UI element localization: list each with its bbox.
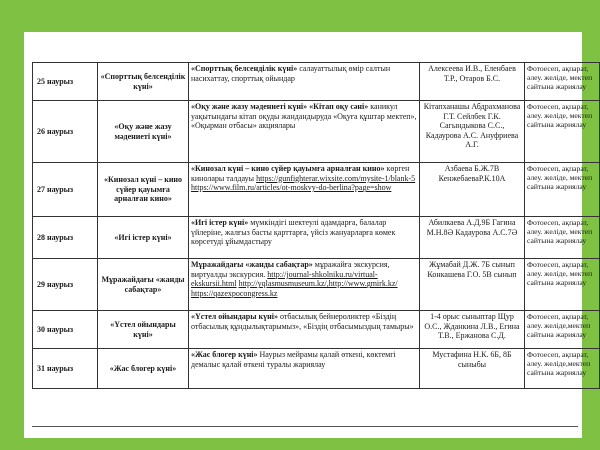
description-cell — [189, 63, 420, 101]
green-frame-bottom — [0, 438, 600, 450]
table-row — [33, 311, 600, 349]
description-title: «Кинозал күні – кино сүйер қауымға арналған кино» — [191, 164, 385, 173]
description-text: көрген кинолары талдауы — [191, 164, 410, 183]
table-row — [33, 163, 600, 217]
table-row — [33, 101, 600, 163]
report-form-cell: Фотоесеп, ақпарат, әлеу. желіде,мектеп сайтына жариялау — [525, 311, 600, 349]
report-form-cell: Фотоесеп, ақпарат, әлеу. желіде, мектеп сайтына жариялау — [525, 101, 600, 163]
description-title: «Оқу және жазу мәдениеті күні» «Кітап оқу сәні» — [191, 102, 369, 111]
date-cell: 28 наурыз — [33, 217, 98, 259]
description-title: «Игі істер күні» — [191, 218, 249, 227]
description-cell — [189, 311, 420, 349]
date-cell: 31 наурыз — [33, 349, 98, 389]
green-frame-top — [0, 0, 600, 32]
description-text: мұражайға экскурсия, виртуалды экскурсия. — [191, 260, 390, 279]
responsible-cell: Кітапханашы Абдрахманова Г.Т. Сейлбек Г.К. Сагындыкова С.С., Кадаурова А.С. Ануфриева А.Г. — [420, 101, 525, 163]
description-text: Наурыз мейрамы қалай өткені, көктемгі демалыс қалай өткені туралы жариялау — [191, 350, 396, 369]
event-schedule-table — [32, 62, 600, 389]
green-frame-left — [0, 0, 24, 450]
responsible-cell: Жұмабай Д.Ж. 7Б сынып Конкашева Г.О. 5В сынып — [420, 259, 525, 311]
description-text: мүмкіндігі шектеулі адамдарға, балалар үйлеріне, жалғыз басты қарттарға, үйсіз жануарларға көмек көрсетуді ұйымдастыру — [191, 218, 396, 247]
report-form-cell: Фотоесеп, ақпарат, әлеу. желіде, мектеп сайтына жариялау — [525, 259, 600, 311]
responsible-cell: Мустафина Н.К. 6Б, 8Б сыныбы — [420, 349, 525, 389]
event-name-cell: «Оқу және жазу мәдениеті күні» — [98, 101, 189, 163]
date-cell: 27 наурыз — [33, 163, 98, 217]
date-cell: 25 наурыз — [33, 63, 98, 101]
table-row — [33, 259, 600, 311]
event-name-cell: Мұражайдағы «жанды сабақтар» — [98, 259, 189, 311]
event-name-cell: «Спорттық белсенділік күні» — [98, 63, 189, 101]
table-row — [33, 63, 600, 101]
museum-link-2[interactable]: http://yqlasmusmuseum.kz/,http://www.gmirk.kz/ — [238, 279, 398, 289]
responsible-cell: Алексеева И.В., Еленбаев Т.Р., Отаров Б.С. — [420, 63, 525, 101]
event-name-cell: «Кинозал күні – кино сүйер қауымға арналған кино» — [98, 163, 189, 217]
bottom-divider — [32, 426, 578, 427]
table-row — [33, 217, 600, 259]
description-cell — [189, 217, 420, 259]
description-title: «Үстел ойындары күні» — [191, 312, 278, 321]
date-cell: 30 наурыз — [33, 311, 98, 349]
description-text: каникул уақытындағы кітап оқуды жандандыруда «Оқуға құштар мектеп», «Оқырман отбасы» акциялары — [191, 102, 417, 131]
museum-link-1[interactable]: http://journal-shkolniku.ru/virtual-ekskursii.html — [191, 269, 378, 289]
film-link-1[interactable]: https://gunfighterar.wixsite.com/mysite-1/blank-5 — [256, 173, 416, 183]
description-title: Мұражайдағы «жанды сабақтар» — [191, 260, 313, 269]
table-row — [33, 349, 600, 389]
description-cell — [189, 163, 420, 217]
film-link-2[interactable]: https://www.film.ru/articles/ot-moskvy-do-berlina?page=show — [191, 183, 392, 193]
description-title: «Спорттық белсенділік күні» — [191, 64, 298, 73]
report-form-cell: Фотоесеп, ақпарат, әлеу. желіде, мектеп сайтына жариялау — [525, 163, 600, 217]
event-name-cell: «Жас блогер күні» — [98, 349, 189, 389]
description-cell — [189, 349, 420, 389]
responsible-cell: 1-4 орыс сыныптар Щур О.С., Жданкина Л.В., Егина Т.В., Ержанова С.Д. — [420, 311, 525, 349]
description-text: салауаттылық өмір салтын насихаттау, спорттық ойындар — [191, 64, 391, 83]
museum-link-3[interactable]: https://qazexpocongress.kz — [191, 288, 278, 298]
report-form-cell: Фотоесеп, ақпарат, әлеу. желіде, мектеп сайтына жариялау — [525, 217, 600, 259]
event-name-cell: «Игі істер күні» — [98, 217, 189, 259]
date-cell: 29 наурыз — [33, 259, 98, 311]
responsible-cell: Абилкаева А.Д.9Б Гагина М.Н.8Ә Кадаурова А.С.7Ә — [420, 217, 525, 259]
description-title: «Жас блогер күні» — [191, 350, 258, 359]
event-name-cell: «Үстел ойындары күні» — [98, 311, 189, 349]
description-cell — [189, 101, 420, 163]
document-page — [24, 32, 593, 438]
responsible-cell: Азбаева Б.Ж.7В КенжебаеваР.К.10А — [420, 163, 525, 217]
report-form-cell: Фотоесеп, ақпарат, әлеу. желіде,мектеп сайтына жариялау — [525, 349, 600, 389]
description-text: отбасылық бейнероликтер «Біздің отбасылық құндылықтарымыз», «Біздің отбасымыздың тамыры» — [191, 312, 414, 331]
description-cell — [189, 259, 420, 311]
report-form-cell: Фотоесеп, ақпарат, әлеу. желіде, мектеп сайтына жариялау — [525, 63, 600, 101]
date-cell: 26 наурыз — [33, 101, 98, 163]
